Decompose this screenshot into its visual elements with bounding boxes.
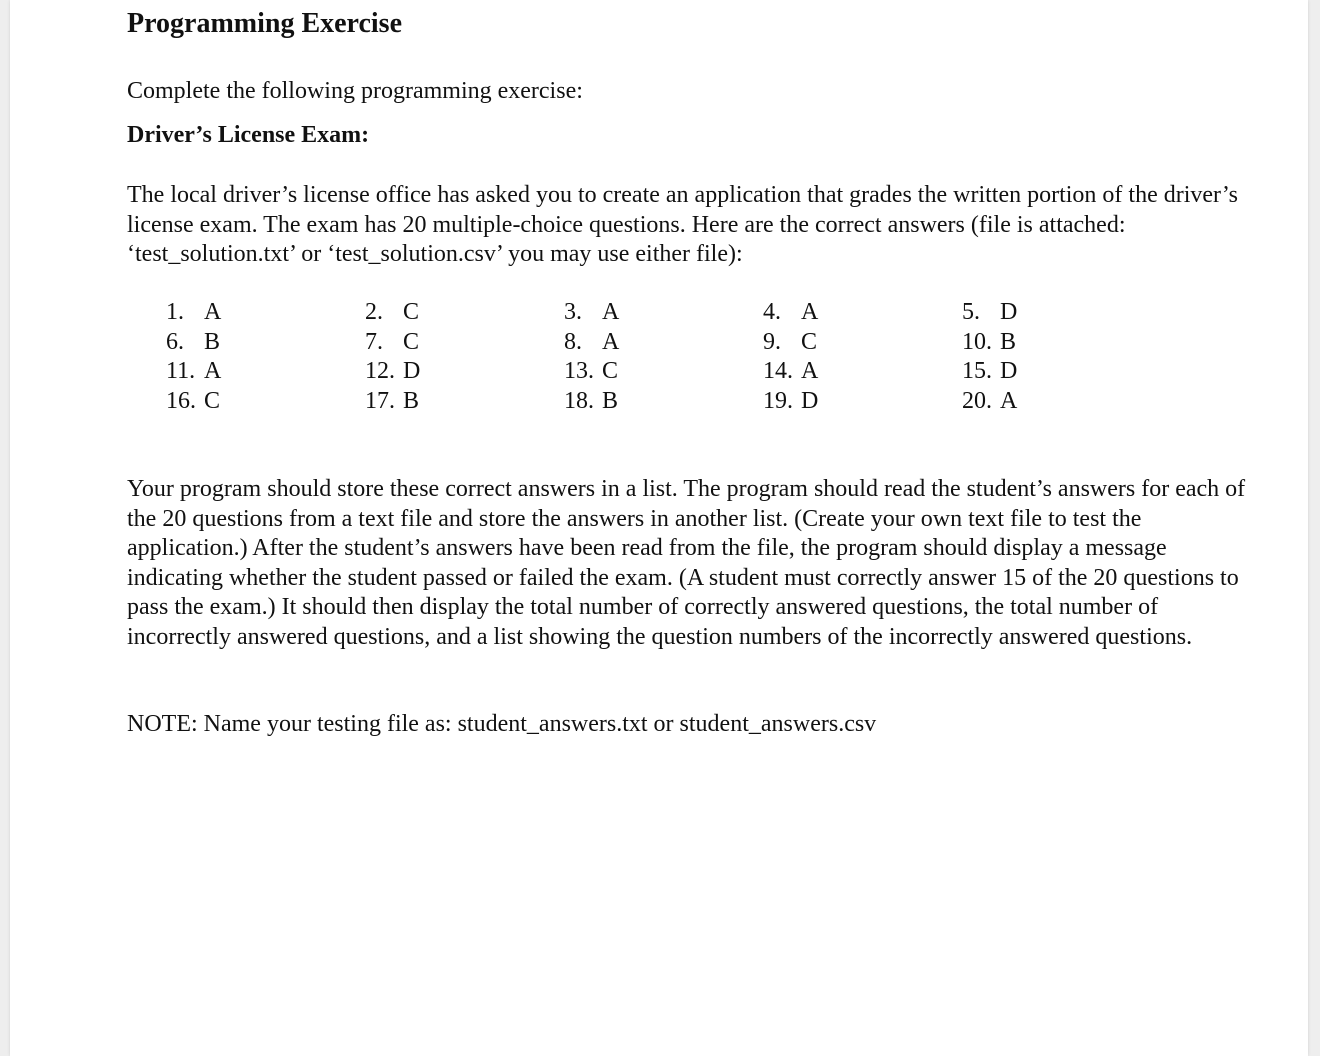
answer-letter: B — [204, 328, 221, 355]
answer-number: 12. — [365, 358, 395, 384]
answer-number: 19. — [763, 387, 793, 414]
answer-letter: C — [403, 328, 420, 355]
answer-item — [564, 328, 619, 358]
answer-number: 13. — [564, 358, 594, 384]
answer-number: 7. — [365, 328, 383, 355]
answer-item — [166, 357, 221, 387]
answer-letter: D — [801, 387, 819, 414]
answer-item — [763, 328, 817, 358]
answer-letter: B — [403, 387, 420, 414]
document-page — [10, 0, 1308, 1056]
answer-item — [166, 298, 221, 328]
answer-number: 9. — [763, 328, 781, 355]
answer-letter: C — [602, 358, 619, 384]
answer-item — [564, 387, 618, 417]
answer-letter: A — [1000, 387, 1018, 414]
answer-number: 3. — [564, 299, 582, 325]
answer-letter: B — [1000, 328, 1017, 355]
answer-item — [365, 387, 419, 417]
answer-letter: A — [801, 299, 819, 325]
answer-item — [763, 387, 818, 417]
answer-letter: C — [801, 328, 818, 355]
answer-item — [365, 328, 419, 358]
answer-number: 8. — [564, 328, 582, 355]
answer-number: 15. — [962, 358, 992, 384]
answer-number: 10. — [962, 328, 992, 355]
answer-item — [962, 328, 1016, 358]
answer-letter: B — [602, 387, 619, 414]
answer-item — [763, 298, 818, 328]
answer-item — [564, 357, 618, 387]
answer-number: 4. — [763, 299, 781, 325]
answer-letter: C — [204, 387, 221, 414]
answer-letter: C — [403, 299, 420, 325]
answer-letter: A — [204, 299, 222, 325]
answer-item — [962, 298, 1017, 328]
answer-letter: D — [1000, 358, 1018, 384]
answer-letter: A — [801, 358, 819, 384]
exercise-description: The local driver’s license office has asked you to create an application that grades the written portion of the driver’s license exam. The exam has 20 multiple-choice questions. Here are the correct answers (file is attached: ‘test_solution.txt’ or ‘test_solution.csv’ you may use either file): — [127, 182, 1238, 267]
intro-text: Complete the following programming exercise: — [127, 78, 583, 104]
answer-item — [166, 387, 220, 417]
answer-letter: A — [602, 328, 620, 355]
answer-number: 16. — [166, 387, 196, 414]
answer-item — [763, 357, 818, 387]
answer-item — [962, 357, 1017, 387]
answer-item — [564, 298, 619, 328]
answer-number: 5. — [962, 299, 980, 325]
answer-number: 18. — [564, 387, 594, 414]
answer-letter: A — [602, 299, 620, 325]
answer-number: 6. — [166, 328, 184, 355]
answer-number: 1. — [166, 299, 184, 325]
answer-letter: D — [1000, 299, 1018, 325]
answer-number: 11. — [166, 358, 196, 384]
answer-item — [365, 357, 420, 387]
exercise-heading: Driver’s License Exam: — [127, 122, 370, 148]
answer-item — [365, 298, 419, 328]
answer-letter: D — [403, 358, 421, 384]
answer-item — [962, 387, 1017, 417]
answer-number: 2. — [365, 299, 383, 325]
answer-number: 17. — [365, 387, 395, 414]
answer-number: 20. — [962, 387, 992, 414]
answer-item — [166, 328, 220, 358]
document-title: Programming Exercise — [127, 8, 403, 39]
answer-letter: A — [204, 358, 222, 384]
answer-number: 14. — [763, 358, 793, 384]
program-requirements: Your program should store these correct answers in a list. The program should read the student’s answers for each of the 20 questions from a text file and store the answers in another list. (Create your own text file to test the application.) After the student’s answers have been read from the file, the program should display a message indicating whether the student passed or failed the exam. (A student must correctly answer 15 of the 20 questions to pass the exam.) It should then display the total number of correctly answered questions, the total number of incorrectly answered questions, and a list showing the question numbers of the incorrectly answered questions. — [127, 476, 1246, 650]
testing-file-note: NOTE: Name your testing file as: student_answers.txt or student_answers.csv — [127, 711, 877, 737]
